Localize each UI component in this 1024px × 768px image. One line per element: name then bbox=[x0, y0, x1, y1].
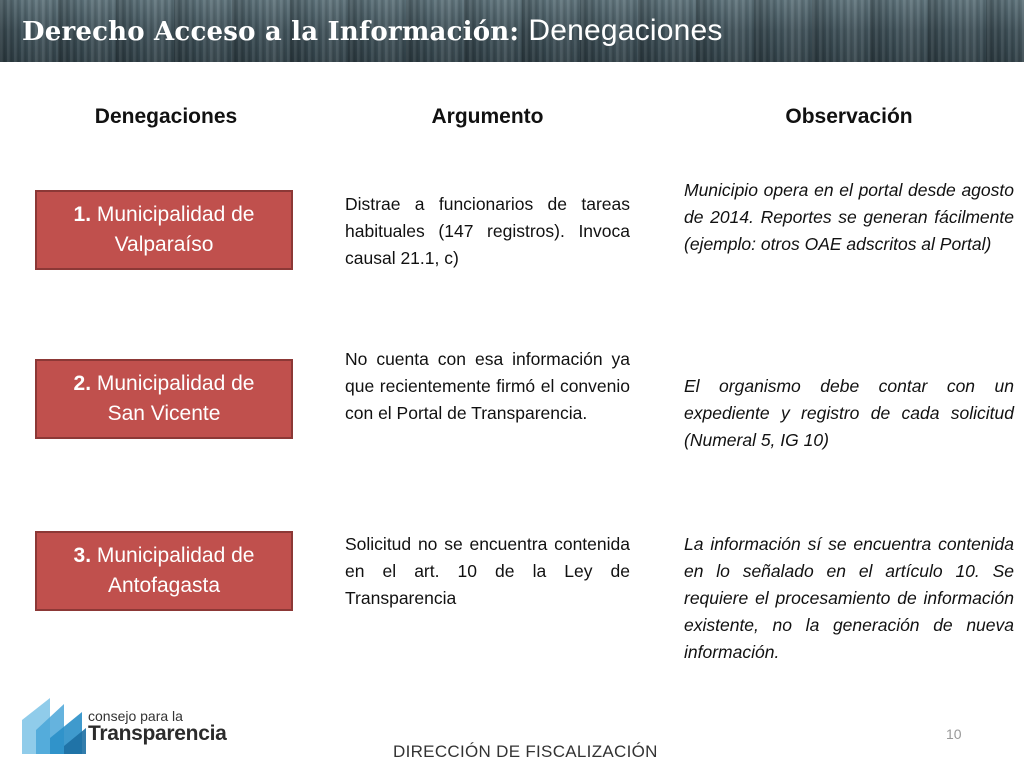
entity-line-1 bbox=[74, 200, 255, 230]
entity-number: 2. bbox=[73, 372, 92, 395]
entity-name-part: Municipalidad de bbox=[96, 372, 255, 395]
slide-title bbox=[22, 14, 723, 48]
observation-text: La información sí se encuentra contenida en lo señalado en el artículo 10. Se requiere el procesamiento de información existente, no la generación de nueva información. bbox=[684, 534, 1014, 662]
column-header-observacion: Observación bbox=[785, 105, 913, 128]
entity-box-san-vicente bbox=[35, 359, 293, 439]
entity-line-2: Antofagasta bbox=[107, 574, 221, 597]
entity-name-part: Municipalidad de bbox=[96, 544, 255, 567]
entity-line-2: Valparaíso bbox=[114, 233, 214, 256]
argument-text: No cuenta con esa información ya que recientemente firmó el convenio con el Portal de Transparencia. bbox=[345, 349, 630, 423]
footer-text: DIRECCIÓN DE FISCALIZACIÓN bbox=[393, 742, 658, 761]
entity-box-antofagasta bbox=[35, 531, 293, 611]
entity-line-1 bbox=[74, 369, 255, 399]
page-number: 10 bbox=[946, 726, 962, 742]
title-light: Denegaciones bbox=[528, 14, 723, 47]
entity-line-2: San Vicente bbox=[107, 402, 221, 425]
entity-name-part: Municipalidad de bbox=[96, 203, 255, 226]
entity-box-valparaiso bbox=[35, 190, 293, 270]
title-bold: Derecho Acceso a la Información: bbox=[22, 17, 520, 47]
logo-small-text: consejo para la bbox=[88, 708, 183, 724]
column-header-denegaciones: Denegaciones bbox=[94, 105, 238, 128]
observation-text: El organismo debe contar con un expediente y registro de cada solicitud (Numeral 5, IG 10) bbox=[684, 376, 1014, 450]
argument-text: Distrae a funcionarios de tareas habituales (147 registros). Invoca causal 21.1, c) bbox=[345, 194, 630, 268]
entity-number: 3. bbox=[73, 544, 92, 567]
column-header-argumento: Argumento bbox=[431, 105, 544, 128]
observation-text: Municipio opera en el portal desde agosto de 2014. Reportes se generan fácilmente (ejemplo: otros OAE adscritos al Portal) bbox=[684, 180, 1014, 254]
argument-text: Solicitud no se encuentra contenida en el art. 10 de la Ley de Transparencia bbox=[345, 534, 630, 608]
header-banner bbox=[0, 0, 1024, 62]
logo-big-text: Transparencia bbox=[88, 722, 227, 745]
entity-number: 1. bbox=[73, 203, 92, 226]
entity-line-1 bbox=[74, 541, 255, 571]
